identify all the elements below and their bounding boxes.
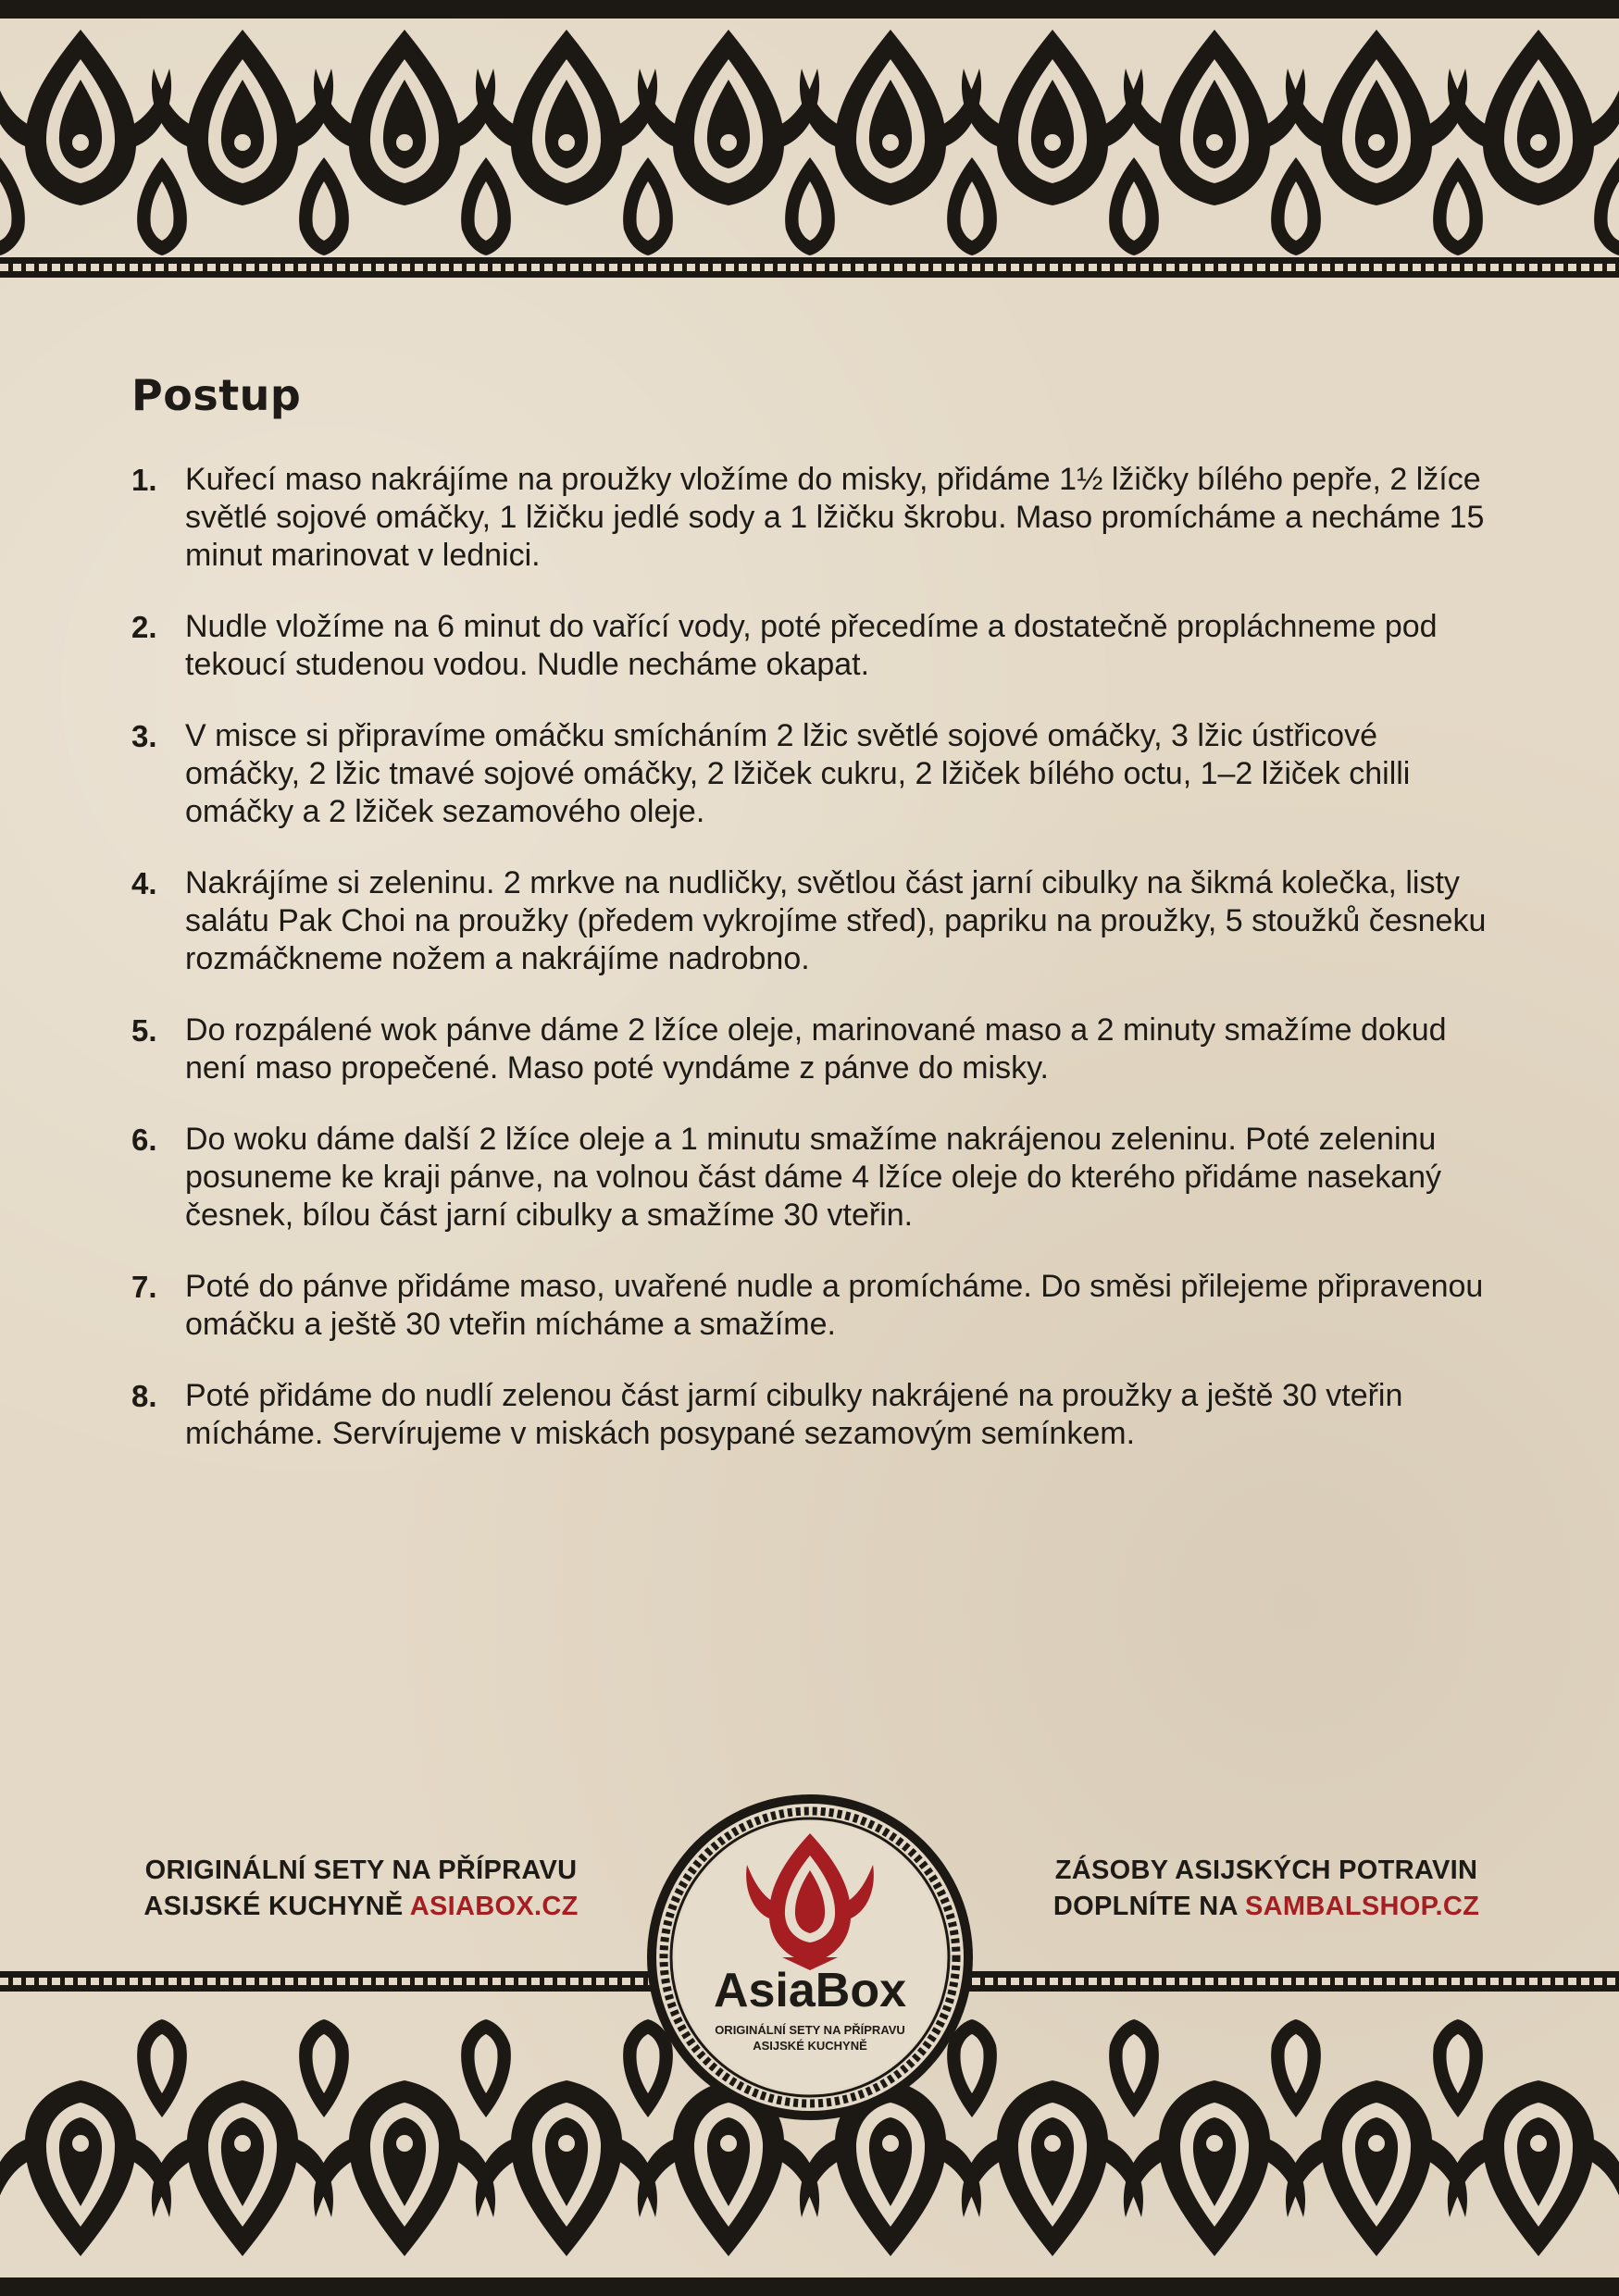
tagline-left-line2: ASIJSKÉ KUCHYNĚ ASIABOX.CZ — [143, 1892, 579, 1921]
list-item — [131, 1121, 1501, 1235]
step-text: Poté do pánve přidáme maso, uvařené nudle a promícháme. Do směsi přilejeme připravenou omáčku a ještě 30 vteřin mícháme a smažíme. — [185, 1269, 1484, 1342]
step-text: Do woku dáme další 2 lžíce oleje a 1 minutu smažíme nakrájenou zeleninu. Poté zeleninu posuneme ke kraji pánve, na volnou část dáme 4 lžíce oleje do kterého přidáme nasekaný česnek, bílou část jarní cibulky a smažíme 30 vteřin. — [185, 1122, 1442, 1233]
asiabox-link[interactable]: ASIABOX.CZ — [409, 1892, 579, 1921]
list-item — [131, 1011, 1501, 1087]
step-number: 1. — [131, 463, 157, 497]
list-item — [131, 608, 1501, 684]
top-ornament-border — [0, 0, 1619, 278]
tagline-right-line1: ZÁSOBY ASIJSKÝCH POTRAVIN — [1054, 1855, 1478, 1885]
steps-list — [131, 461, 1501, 1453]
list-item — [131, 1377, 1501, 1453]
footer-tagline-right — [1007, 1853, 1526, 1925]
badge-subtitle: ORIGINÁLNÍ SETY NA PŘÍPRAVU ASIJSKÉ KUCHYNĚ — [715, 2023, 905, 2053]
step-text: V misce si připravíme omáčku smícháním 2 lžic světlé sojové omáčky, 3 lžic ústřicové omáčky, 2 lžic tmavé sojové omáčky, 2 lžiček cukru, 2 lžiček bílého octu, 1–2 lžiček chilli omáčky a 2 lžiček sezamového oleje. — [185, 718, 1411, 829]
list-item — [131, 717, 1501, 831]
step-number: 6. — [131, 1123, 157, 1157]
step-number: 5. — [131, 1013, 157, 1048]
list-item — [131, 864, 1501, 978]
tagline-left-line1: ORIGINÁLNÍ SETY NA PŘÍPRAVU — [144, 1855, 578, 1885]
step-number: 4. — [131, 866, 157, 900]
tagline-right-line2: DOPLNÍTE NA SAMBALSHOP.CZ — [1052, 1892, 1480, 1921]
step-number: 8. — [131, 1379, 157, 1413]
step-text: Nakrájíme si zeleninu. 2 mrkve na nudličky, světlou část jarní cibulky na šikmá kolečka, listy salátu Pak Choi na proužky (předem vykrojíme střed), papriku na proužky, 5 stoužků česneku rozmáčkneme nožem a nakrájíme nadrobno. — [185, 865, 1487, 976]
step-text: Poté přidáme do nudlí zelenou část jarmí cibulky nakrájené na proužky a ještě 30 vteřin mícháme. Servírujeme v miskách posypané sezamovým semínkem. — [185, 1378, 1403, 1451]
step-number: 2. — [131, 610, 157, 644]
badge-brand-name: AsiaBox — [713, 1964, 907, 2017]
list-item — [131, 461, 1501, 575]
step-text: Do rozpálené wok pánve dáme 2 lžíce oleje, marinované maso a 2 minuty smažíme dokud není maso propečené. Maso poté vyndáme z pánve do misky. — [185, 1012, 1447, 1086]
section-heading: Postup — [131, 370, 302, 420]
step-text: Kuřecí maso nakrájíme na proužky vložíme do misky, přidáme 1½ lžičky bílého pepře, 2 lžíce světlé sojové omáčky, 1 lžičku jedlé sody a 1 lžičku škrobu. Maso promícháme a necháme 15 minut marinovat v lednici. — [185, 462, 1485, 573]
badge-emblem — [643, 1791, 977, 2124]
step-number: 7. — [131, 1270, 157, 1304]
step-text: Nudle vložíme na 6 minut do vařící vody, poté přecedíme a dostatečně propláchneme pod tekoucí studenou vodou. Nudle necháme okapat. — [185, 609, 1438, 682]
step-number: 3. — [131, 719, 157, 753]
footer-tagline-left — [102, 1853, 620, 1925]
asiabox-logo-badge — [643, 1791, 977, 2124]
sambalshop-link[interactable]: SAMBALSHOP.CZ — [1245, 1892, 1480, 1921]
list-item — [131, 1268, 1501, 1344]
recipe-content — [131, 370, 1501, 1486]
